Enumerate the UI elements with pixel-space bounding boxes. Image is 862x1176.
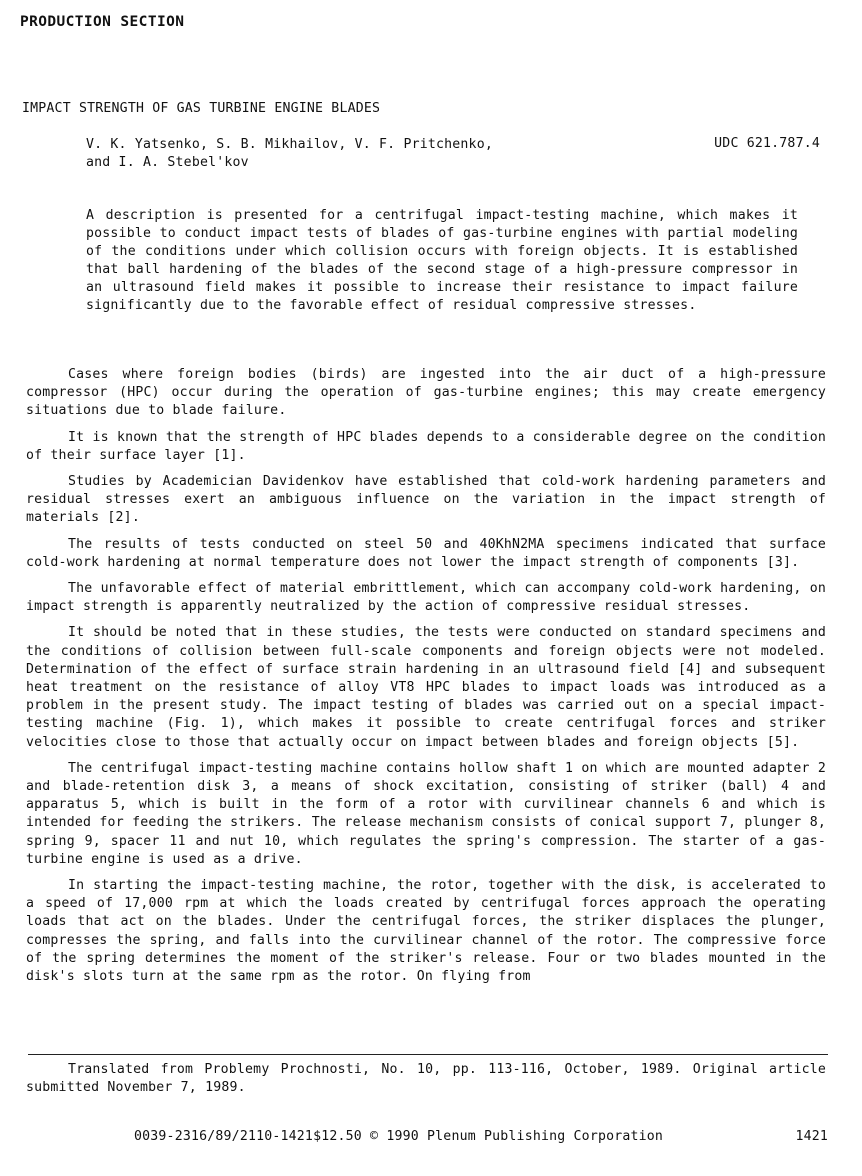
body-paragraph: In starting the impact-testing machine, the rotor, together with the disk, is accelerated to a speed of 17,000 rpm at which the loads created by centrifugal forces approach the operating loads that act on the blades. Under the centrifugal forces, the striker displaces the plunger, compresses the spring, and falls into the curvilinear channel of the rotor. The compressive force of the spring determines the moment of the striker's release. Four or two blades mounted in the disk's slots turn at the same rpm as the rotor. On flying from xyxy=(26,878,826,985)
authors-line: V. K. Yatsenko, S. B. Mikhailov, V. F. Pritchenko, xyxy=(86,137,493,152)
body-paragraph: It is known that the strength of HPC blades depends to a considerable degree on the condition of their surface layer [1]. xyxy=(26,429,826,463)
authors xyxy=(86,136,493,172)
abstract: A description is presented for a centrifugal impact-testing machine, which makes it possible to conduct impact tests of blades of gas-turbine engines with partial modeling of the conditions under which collision occurs with foreign objects. It is established that ball hardening of the blades of the second stage of a high-pressure compressor in an ultrasound field makes it possible to increase their resistance to impact failure significantly due to the favorable effect of residual compressive stresses. xyxy=(86,208,798,313)
article-body xyxy=(26,366,826,994)
footnote-text: Translated from Problemy Prochnosti, No. 10, pp. 113-116, October, 1989. Original article submitted November 7, 1989. xyxy=(26,1062,826,1095)
body-paragraph: The unfavorable effect of material embrittlement, which can accompany cold-work hardening, on impact strength is apparently neutralized by the action of compressive residual stresses. xyxy=(26,581,826,615)
authors-line: and I. A. Stebel'kov xyxy=(86,155,249,170)
section-heading: PRODUCTION SECTION xyxy=(20,14,185,30)
body-paragraph: Studies by Academician Davidenkov have established that cold-work hardening parameters and residual stresses exert an ambiguous influence on the variation in the impact strength of materials [2]. xyxy=(26,474,826,526)
body-paragraph: Cases where foreign bodies (birds) are ingested into the air duct of a high-pressure compressor (HPC) occur during the operation of gas-turbine engines; this may create emergency situations due to blade failure. xyxy=(26,367,826,419)
footnote xyxy=(26,1061,826,1097)
publication-code: 0039-2316/89/2110-1421$12.50 © 1990 Plenum Publishing Corporation xyxy=(134,1129,664,1144)
body-paragraph: The centrifugal impact-testing machine contains hollow shaft 1 on which are mounted adapter 2 and blade-retention disk 3, a means of shock excitation, consisting of striker (ball) 4 and apparatus 5, which is built in the form of a rotor with curvilinear channels 6 and which is intended for feeding the strikers. The release mechanism consists of conical support 7, plunger 8, spring 9, spacer 11 and nut 10, which regulates the spring's compression. The starter of a gas-turbine engine is used as a drive. xyxy=(26,760,826,867)
page-number: 1421 xyxy=(795,1129,828,1144)
body-paragraph: It should be noted that in these studies, the tests were conducted on standard specimens and the conditions of collision between full-scale components and foreign objects were not modeled. Determination of the effect of surface strain hardening in an ultrasound field [4] and subsequent heat treatment on the resistance of alloy VT8 HPC blades to impact loads was introduced as a problem in the present study. The impact testing of blades was carried out on a special impact-testing machine (Fig. 1), which makes it possible to create centrifugal forces and striker velocities close to those that actually occur on impact between blades and foreign objects [5]. xyxy=(26,625,826,750)
footnote-divider xyxy=(28,1054,828,1055)
body-paragraph: The results of tests conducted on steel 50 and 40KhN2MA specimens indicated that surface cold-work hardening at normal temperature does not lower the impact strength of components [3]. xyxy=(26,536,826,570)
udc-code: UDC 621.787.4 xyxy=(714,136,820,151)
article-title: IMPACT STRENGTH OF GAS TURBINE ENGINE BLADES xyxy=(22,101,381,116)
